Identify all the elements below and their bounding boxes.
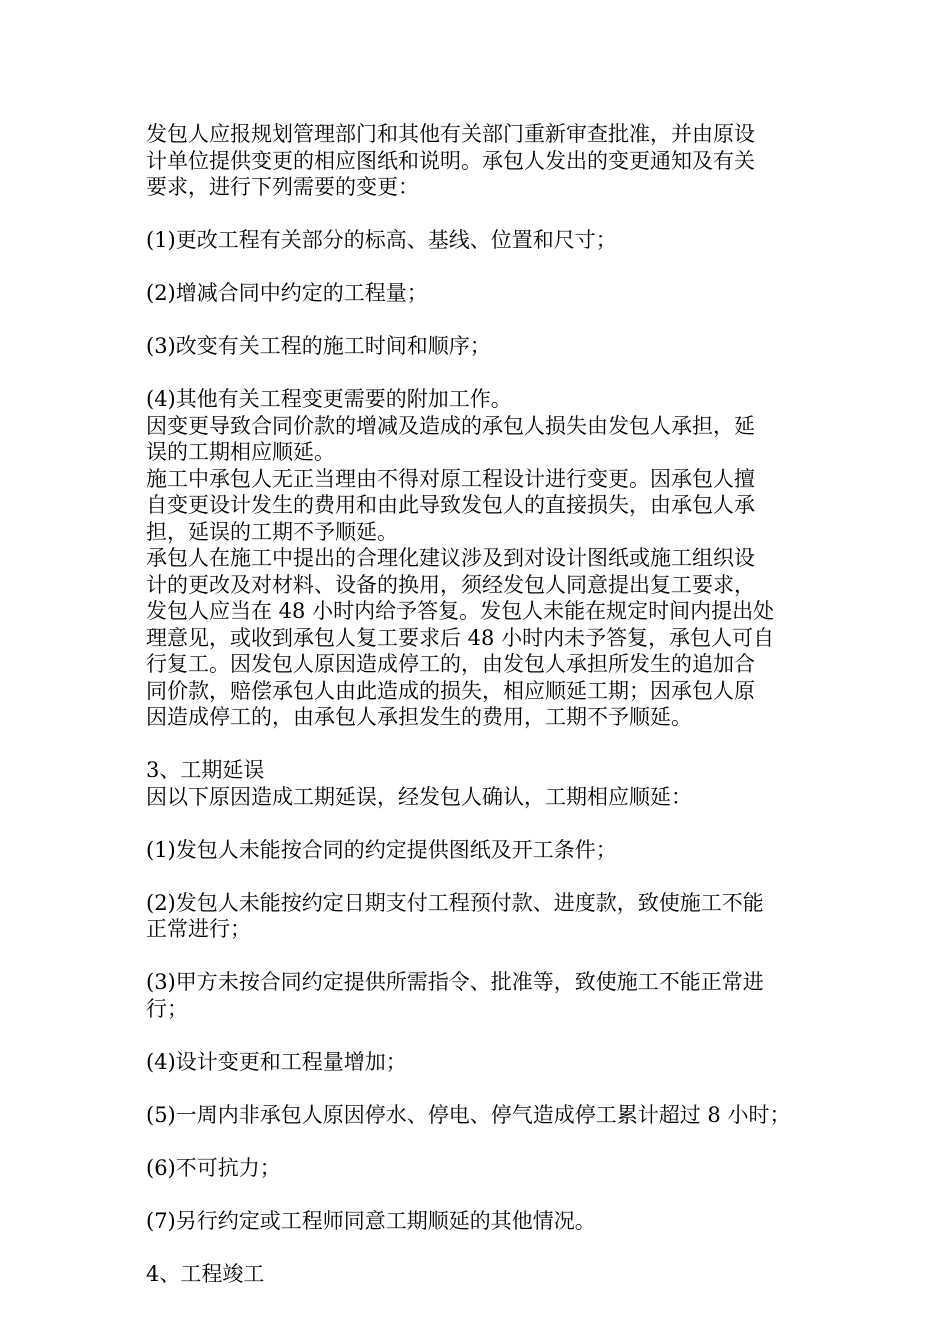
text-line: (4)其他有关工程变更需要的附加工作。 xyxy=(146,387,512,411)
text-line: 因变更导致合同价款的增减及造成的承包人损失由发包人承担，延 xyxy=(146,413,755,438)
text-line: (6)不可抗力； xyxy=(146,1155,281,1180)
text-line: 因造成停工的，由承包人承担发生的费用，工期不予顺延。 xyxy=(146,705,692,729)
text-line: 计的更改及对材料、设备的换用，须经发包人同意提出复工要求， xyxy=(146,572,755,597)
text-line: 发包人应当在 48 小时内给予答复。发包人未能在规定时间内提出处 xyxy=(146,599,775,623)
text-line: 计单位提供变更的相应图纸和说明。承包人发出的变更通知及有关 xyxy=(146,148,755,173)
paragraph-rationalization-proposal xyxy=(146,545,814,731)
list-item-delay-4 xyxy=(146,1049,814,1076)
text-line: (2)发包人未能按约定日期支付工程预付款、进度款，致使施工不能 xyxy=(146,890,764,915)
text-line: 4、工程竣工 xyxy=(146,1261,265,1286)
list-item-change-2 xyxy=(146,280,814,307)
text-line: 行复工。因发包人原因造成停工的，由发包人承担所发生的追加合 xyxy=(146,652,755,676)
list-item-change-3 xyxy=(146,333,814,360)
text-line: 误的工期相应顺延。 xyxy=(146,440,335,464)
paragraph-change-cost xyxy=(146,413,814,466)
text-line: 施工中承包人无正当理由不得对原工程设计进行变更。因承包人擅 xyxy=(146,466,755,491)
text-line: 承包人在施工中提出的合理化建议涉及到对设计图纸或施工组织设 xyxy=(146,546,755,570)
text-line: (1)发包人未能按合同的约定提供图纸及开工条件； xyxy=(146,837,617,862)
paragraph-unauthorized-change xyxy=(146,466,814,546)
section-heading-completion xyxy=(146,1261,814,1288)
text-line: 自变更设计发生的费用和由此导致发包人的直接损失，由承包人承 xyxy=(146,493,755,517)
text-line: 行； xyxy=(146,996,188,1021)
list-item-delay-5 xyxy=(146,1102,814,1129)
text-line: (5)一周内非承包人原因停水、停电、停气造成停工累计超过 8 小时； xyxy=(146,1102,791,1127)
text-line: (7)另行约定或工程师同意工期顺延的其他情况。 xyxy=(146,1208,596,1233)
text-line: 理意见，或收到承包人复工要求后 48 小时内未予答复，承包人可自 xyxy=(146,625,775,650)
list-item-delay-3 xyxy=(146,969,814,1022)
list-item-delay-6 xyxy=(146,1155,814,1182)
section-heading-delay xyxy=(146,757,814,784)
text-line: (4)设计变更和工程量增加； xyxy=(146,1049,407,1074)
list-item-delay-7 xyxy=(146,1208,814,1235)
text-line: 因以下原因造成工期延误，经发包人确认，工期相应顺延： xyxy=(146,784,692,809)
list-item-delay-1 xyxy=(146,837,814,864)
text-line: (3)改变有关工程的施工时间和顺序； xyxy=(146,334,491,358)
text-line: 3、工期延误 xyxy=(146,758,265,782)
text-line: 要求，进行下列需要的变更： xyxy=(146,175,419,199)
text-line: 发包人应报规划管理部门和其他有关部门重新审查批准，并由原设 xyxy=(146,122,755,146)
text-line: 正常进行； xyxy=(146,917,251,941)
text-line: (1)更改工程有关部分的标高、基线、位置和尺寸； xyxy=(146,228,617,252)
document-body xyxy=(146,121,814,1287)
list-item-change-4 xyxy=(146,386,814,413)
list-item-change-1 xyxy=(146,227,814,254)
list-item-delay-2 xyxy=(146,890,814,943)
paragraph-approval-requirement xyxy=(146,121,814,201)
text-line: (3)甲方未按合同约定提供所需指令、批准等，致使施工不能正常进 xyxy=(146,970,764,994)
text-line: (2)增减合同中约定的工程量； xyxy=(146,281,428,305)
paragraph-delay-intro xyxy=(146,784,814,811)
text-line: 担，延误的工期不予顺延。 xyxy=(146,519,398,544)
text-line: 同价款，赔偿承包人由此造成的损失，相应顺延工期；因承包人原 xyxy=(146,678,755,703)
